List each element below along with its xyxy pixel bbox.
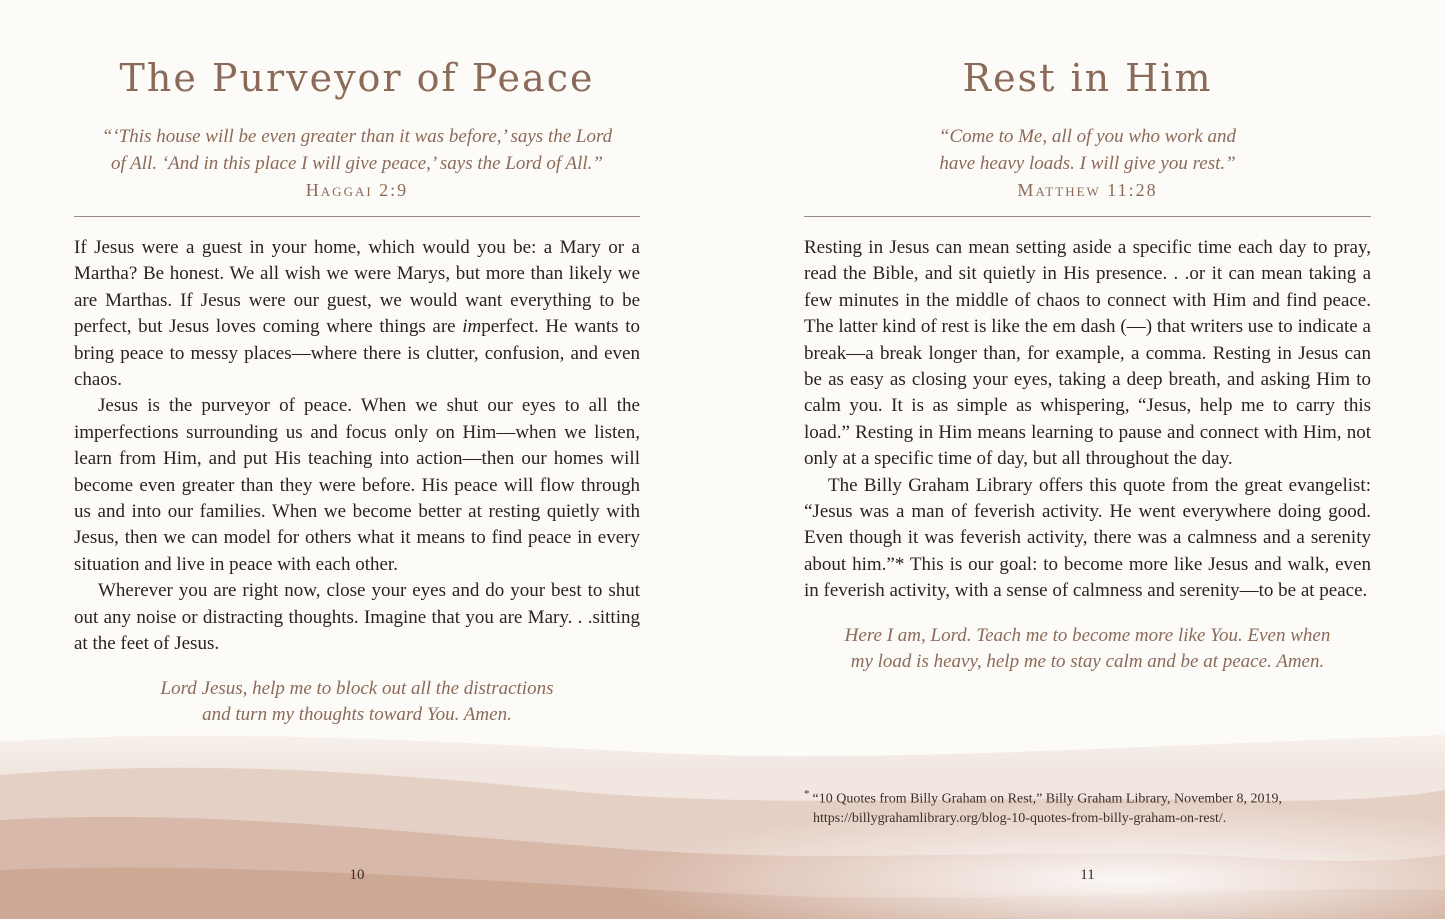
- page-number: 10: [349, 867, 365, 883]
- footnote: [804, 785, 1371, 828]
- scripture-verse: [74, 123, 640, 203]
- divider-rule: [804, 216, 1371, 217]
- left-page: [74, 0, 640, 919]
- body-text: [804, 235, 1371, 605]
- page-number: 11: [1080, 867, 1095, 883]
- footnote-url: https://billygrahamlibrary.org/blog-10-quotes-from-billy-graham-on-rest/.: [813, 810, 1227, 826]
- body-paragraph: Resting in Jesus can mean setting aside a specific time each day to pray, read the Bible, and sit quietly in His presence. . .or it can mean taking a few minutes in the middle of chaos to connect with Him and find peace. The latter kind of rest is like the em dash (—) that writers use to indicate a break—a break longer than, for example, a comma. Resting in Jesus can be as easy as closing your eyes, taking a deep breath, and asking Him to calm you. It is as simple as whispering, “Jesus, help me to carry this load.” Resting in Him means learning to pause and connect with Him, not only at a specific time of day, but all throughout the day.: [804, 237, 1371, 470]
- page-title: Rest in Him: [962, 56, 1213, 100]
- verse-line: “Come to Me, all of you who work and: [938, 126, 1237, 147]
- verse-line: “‘This house will be even greater than it was before,’ says the Lord: [101, 126, 613, 147]
- verse-reference: Matthew 11:28: [1017, 180, 1158, 200]
- verse-line: of All. ‘And in this place I will give peace,’ says the Lord of All.”: [110, 153, 603, 174]
- paragraph-text: If Jesus were a guest in your home, which would you be: a Mary or a Martha? Be honest. We all wish we were Marys, but more than likely we are Marthas. If Jesus were our guest, we would want everything to be perfect, but Jesus loves coming where things are: [74, 237, 640, 338]
- paragraph-text: perfect. He wants to bring peace to messy places—where there is clutter, confusion, and even chaos.: [74, 316, 640, 391]
- closing-prayer: [74, 676, 640, 729]
- page-title: The Purveyor of Peace: [119, 56, 595, 100]
- footnote-marker: *: [804, 788, 810, 800]
- divider-rule: [74, 216, 640, 217]
- prayer-line: Lord Jesus, help me to block out all the distractions: [160, 678, 554, 699]
- prayer-line: and turn my thoughts toward You. Amen.: [202, 704, 512, 726]
- body-paragraph: [74, 235, 640, 393]
- closing-prayer: [804, 623, 1371, 676]
- prayer-line: Here I am, Lord. Teach me to become more like You. Even when: [844, 625, 1331, 646]
- emphasis-text: im: [462, 316, 482, 338]
- body-text: [74, 235, 640, 658]
- body-paragraph: The Billy Graham Library offers this quote from the great evangelist: “Jesus was a man of feverish activity. He went everywhere doing good. Even though it was feverish activity, there was a calmness and a serenity about him.”* This is our goal: to become more like Jesus and walk, even in feverish activity, with a sense of calmness and serenity—to be at peace.: [804, 474, 1371, 602]
- footnote-citation: “10 Quotes from Billy Graham on Rest,” Billy Graham Library, November 8, 2019,: [812, 791, 1283, 807]
- verse-reference: Haggai 2:9: [305, 180, 409, 200]
- scripture-verse: [804, 123, 1371, 203]
- prayer-line: my load is heavy, help me to stay calm and be at peace. Amen.: [850, 651, 1325, 673]
- body-paragraph: Jesus is the purveyor of peace. When we shut our eyes to all the imperfections surrounding us and focus only on Him—when we listen, learn from Him, and put His teaching into action—then our homes will become even greater than they were before. His peace will flow through us and into our families. When we become better at resting quietly with Jesus, then we can model for others what it means to find peace in every situation and live in peace with each other.: [74, 395, 640, 575]
- verse-line: have heavy loads. I will give you rest.”: [939, 153, 1236, 174]
- right-page: [804, 0, 1371, 919]
- body-paragraph: Wherever you are right now, close your eyes and do your best to shut out any noise or distracting thoughts. Imagine that you are Mary. . .sitting at the feet of Jesus.: [74, 580, 640, 655]
